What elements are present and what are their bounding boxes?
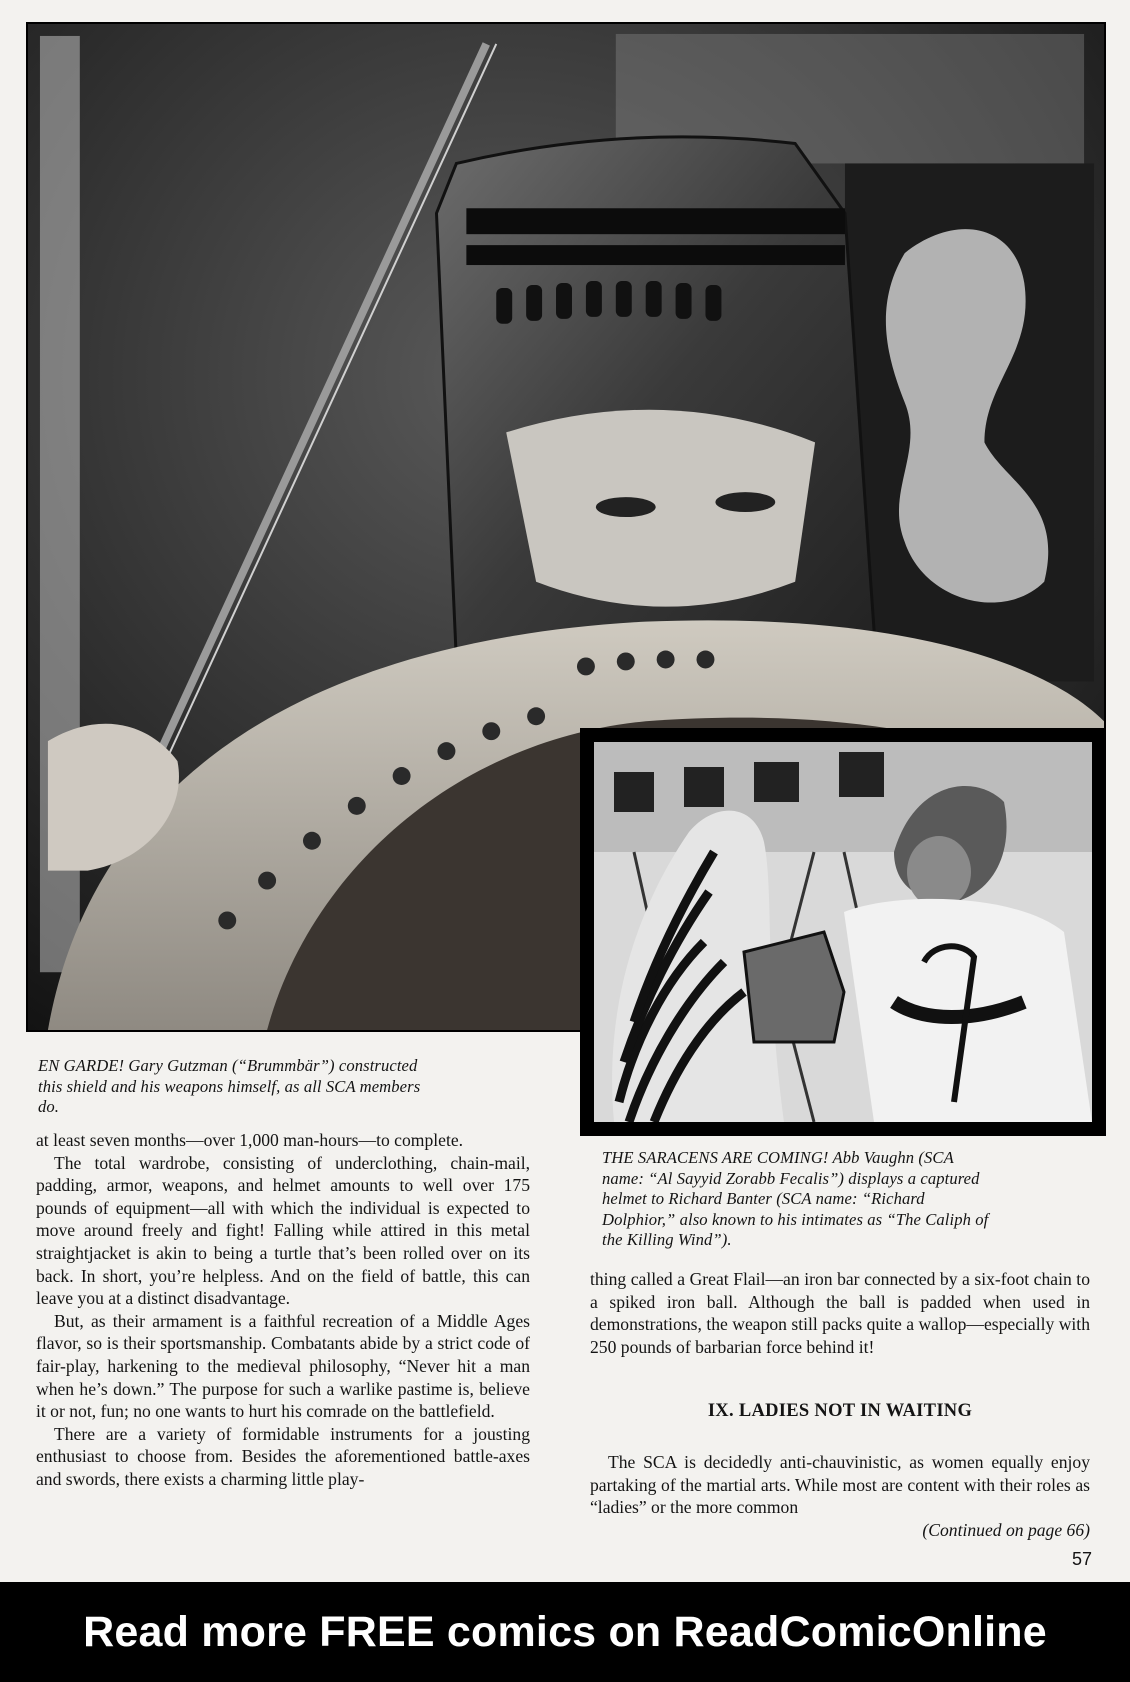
- promo-banner-text[interactable]: Read more FREE comics on ReadComicOnline: [83, 1607, 1047, 1656]
- article-paragraph: There are a variety of formidable instruments for a jousting enthusiast to choose from. Besides the aforementioned battle-axes and swords, there exists a charming little play-: [36, 1423, 530, 1489]
- caption-line: EN GARDE! Gary Gutzman (“Brummbär”) constructed: [38, 1056, 418, 1075]
- caption-line: THE SARACENS ARE COMING! Abb Vaughn (SCA: [602, 1148, 954, 1167]
- continued-note: (Continued on page 66): [922, 1519, 1090, 1540]
- article-paragraph: at least seven months—over 1,000 man-hours—to complete.: [36, 1130, 464, 1150]
- caption-line: helmet to Richard Banter (SCA name: “Richard: [602, 1189, 925, 1208]
- page-number: 57: [1071, 1549, 1092, 1569]
- article-paragraph: The SCA is decidedly anti-chauvinistic, as women equally enjoy partaking of the martial arts. While most are content with their roles as “ladies” or the more common: [590, 1452, 1090, 1518]
- saracens-photo-illustration: [594, 742, 1092, 1122]
- section-heading: IX. LADIES NOT IN WAITING: [707, 1401, 973, 1421]
- article-paragraph: The total wardrobe, consisting of underclothing, chain-mail, padding, armor, weapons, and helmet amounts to well over 175 pounds of equipment—all with which the individual is expected to move around freely and fight! Falling while attired in this metal straightjacket is akin to being a turtle that’s been rolled over on its back. In short, you’re helpless. And on the field of battle, this can leave you at a distinct disadvantage.: [36, 1152, 530, 1309]
- article-right-column-continued: [590, 1451, 1090, 1541]
- inset-photo-saracens: [580, 728, 1106, 1136]
- main-photo-caption: [38, 1056, 538, 1118]
- caption-line: name: “Al Sayyid Zorabb Fecalis”) displays a captured: [602, 1168, 980, 1188]
- promo-banner[interactable]: [0, 1582, 1130, 1682]
- caption-line: this shield and his weapons himself, as all SCA members: [38, 1076, 421, 1096]
- article-paragraph: thing called a Great Flail—an iron bar connected by a six-foot chain to a spiked iron ball. Although the ball is padded when used in demonstrations, the weapon still packs quite a wallop—especially with 250 pounds of barbarian force behind it!: [590, 1269, 1090, 1357]
- caption-line: do.: [38, 1097, 60, 1116]
- article-right-column: [590, 1268, 1090, 1358]
- inset-photo-caption: [602, 1148, 1092, 1251]
- caption-line: Dolphior,” also known to his intimates as “The Caliph of: [602, 1209, 989, 1229]
- article-paragraph: But, as their armament is a faithful recreation of a Middle Ages flavor, so is their sportsmanship. Combatants abide by a strict code of fair-play, harkening to the medieval philosophy, “Never hit a man when he’s down.” The purpose for such a warlike pastime is, believe it or not, fun; no one wants to hurt his comrade on the battlefield.: [36, 1310, 530, 1422]
- caption-line: the Killing Wind”).: [602, 1230, 732, 1249]
- article-left-column: [36, 1129, 530, 1491]
